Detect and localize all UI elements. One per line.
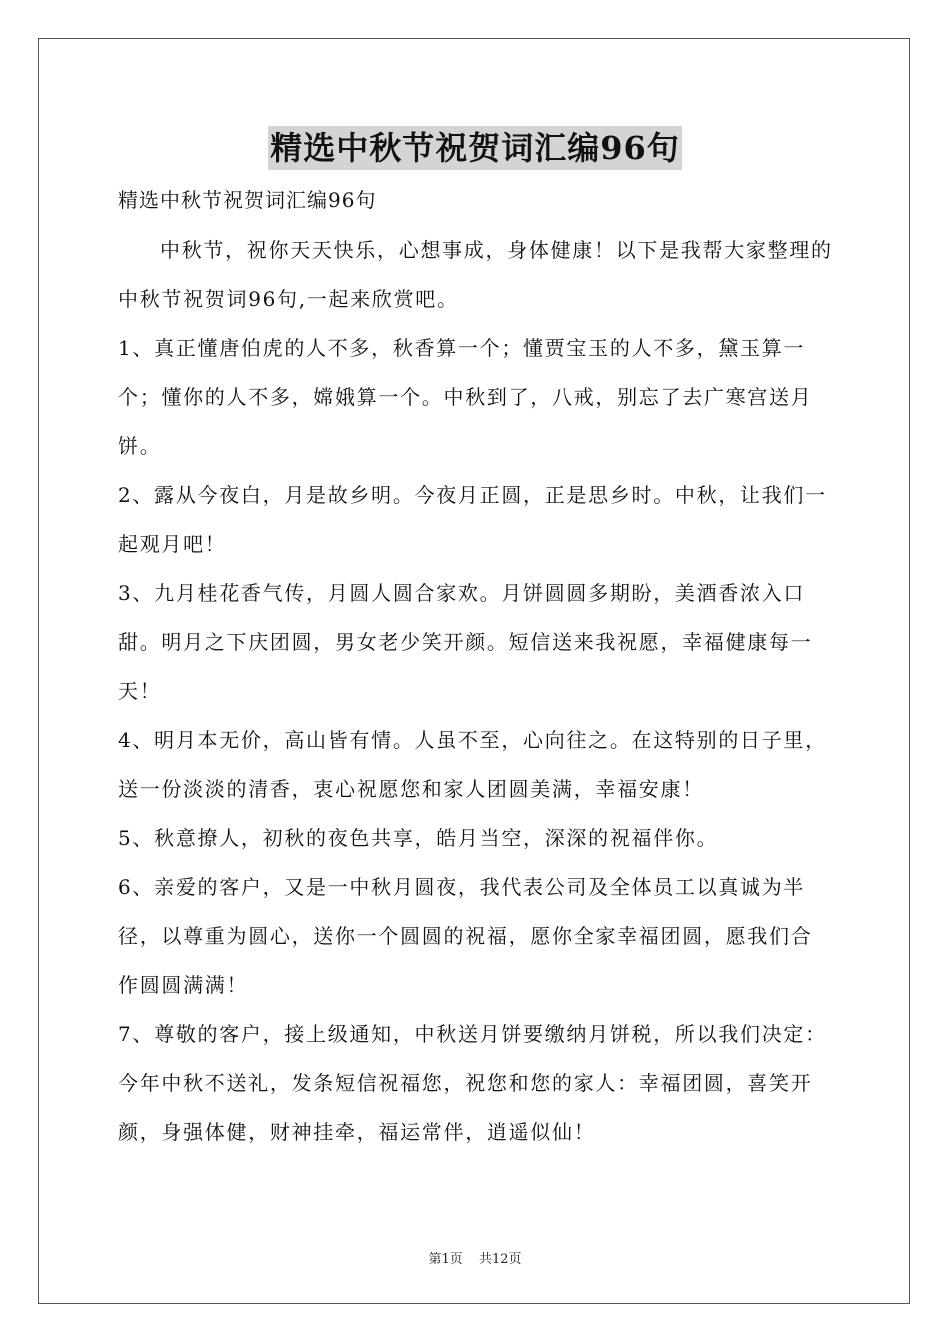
greeting-item-7: 7、尊敬的客户，接上级通知，中秋送月饼要缴纳月饼税，所以我们决定：今年中秋不送礼，发条短信祝福您，祝您和您的家人：幸福团圆，喜笑开颜，身强体健，财神挂牵，福运常伴，逍遥似仙！: [118, 1022, 827, 1144]
greeting-item-3: 3、九月桂花香气传，月圆人圆合家欢。月饼圆圆多期盼，美酒香浓入口甜。明月之下庆团圆，男女老少笑开颜。短信送来我祝愿，幸福健康每一天！: [118, 581, 813, 703]
intro-paragraph: 中秋节，祝你天天快乐，心想事成，身体健康！以下是我帮大家整理的中秋节祝贺词96句,一起来欣赏吧。: [118, 238, 833, 311]
greeting-item-1: 1、真正懂唐伯虎的人不多，秋香算一个；懂贾宝玉的人不多，黛玉算一个；懂你的人不多，嫦娥算一个。中秋到了，八戒，别忘了去广寒宫送月饼。: [118, 336, 813, 458]
title-container: [0, 126, 950, 170]
greeting-item-2: 2、露从今夜白，月是故乡明。今夜月正圆，正是思乡时。中秋，让我们一起观月吧！: [118, 483, 827, 556]
document-title: 精选中秋节祝贺词汇编96句: [268, 126, 682, 170]
greeting-item-4: 4、明月本无价，高山皆有情。人虽不至，心向往之。在这特别的日子里，送一份淡淡的清香，衷心祝愿您和家人团圆美满，幸福安康！: [118, 728, 827, 801]
page-number-current: 第1页: [428, 1252, 463, 1267]
greeting-item-6: 6、亲爱的客户，又是一中秋月圆夜，我代表公司及全体员工以真诚为半径，以尊重为圆心，送你一个圆圆的祝福，愿你全家幸福团圆，愿我们合作圆圆满满！: [118, 875, 813, 997]
page-footer: [0, 1248, 950, 1267]
document-body: [118, 180, 834, 1157]
greeting-item-5: 5、秋意撩人，初秋的夜色共享，皓月当空，深深的祝福伴你。: [118, 826, 719, 850]
document-subtitle: 精选中秋节祝贺词汇编96句: [118, 188, 377, 212]
page-number-total: 共12页: [478, 1252, 522, 1267]
